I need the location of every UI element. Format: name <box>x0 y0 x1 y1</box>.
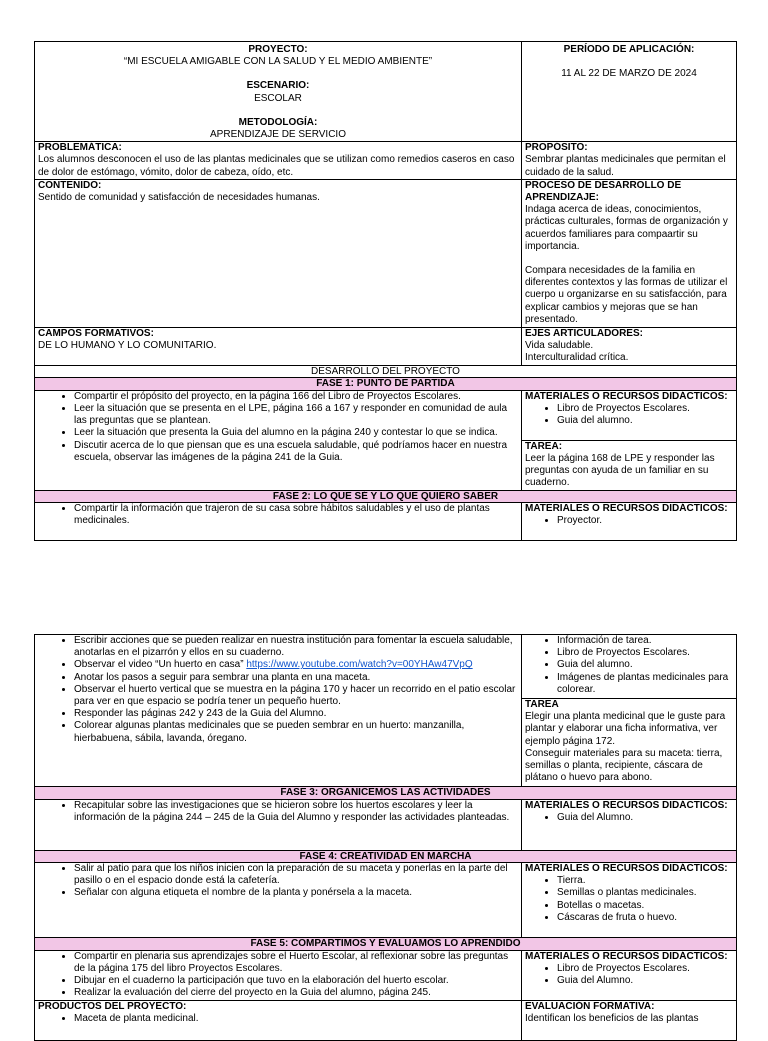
fase-5-activities-cell <box>35 950 522 1000</box>
fase-1-title: FASE 1: PUNTO DE PARTIDA <box>35 378 737 391</box>
fase-2-continued-list <box>38 635 518 745</box>
project-plan-table-page-2 <box>34 634 737 1041</box>
ejes-cell <box>522 327 737 365</box>
fase-4-title: FASE 4: CREATIVIDAD EN MARCHA <box>35 850 737 863</box>
productos-cell <box>35 1000 522 1040</box>
materiales-label: MATERIALES O RECURSOS DIDÁCTICOS: <box>525 799 728 811</box>
list-item: • Guia del Alumno. <box>557 812 733 824</box>
problematica-cell <box>35 142 522 180</box>
desarrollo-heading: DESARROLLO DEL PROYECTO <box>35 365 737 378</box>
tarea-text-2: Conseguir materiales para su maceta: tierra, semillas o planta, recipiente, cáscara de plátano o huevo para abono. <box>525 747 723 784</box>
proceso-text-2: Compara necesidades de la familia en diferentes contextos y las formas de utilizar el cuerpo u organizarse en su satisfacción, para explicar cambios y mejoras que se han presentado. <box>525 265 728 325</box>
periodo-label: PERÍODO DE APLICACIÓN: <box>563 44 695 55</box>
list-item: • Compartir la información que trajeron de su casa sobre hábitos saludables y el uso de plantas medicinales. <box>74 503 518 527</box>
escenario-label: ESCENARIO: <box>246 80 310 92</box>
list-item: • Señalar con alguna etiqueta el nombre de la planta y ponérsela a la maceta. <box>74 887 518 899</box>
fase-2-tarea-cell <box>522 699 737 787</box>
productos-list <box>38 1013 518 1025</box>
fase-3-title: FASE 3: ORGANICEMOS LAS ACTIVIDADES <box>35 787 737 800</box>
list-item: • Información de tarea. <box>557 635 733 647</box>
list-item: • Tierra. <box>557 875 733 887</box>
list-item: • Botellas o macetas. <box>557 900 733 912</box>
list-item: • Maceta de planta medicinal. <box>74 1013 518 1025</box>
fase-1-activities-cell <box>35 390 522 490</box>
list-item: • Compartir el própósito del proyecto, en la página 166 del Libro de Proyectos Escolares. <box>74 391 518 403</box>
fase-4-materiales-cell <box>522 863 737 938</box>
contenido-cell <box>35 179 522 327</box>
list-item: • Guia del Alumno. <box>557 975 733 987</box>
fase-2-title: FASE 2: LO QUE SÉ Y LO QUE QUIERO SABER <box>35 490 737 503</box>
tarea-label: TAREA: <box>525 440 563 452</box>
fase-3-materiales-cell <box>522 799 737 850</box>
fase-2-activities-cell <box>35 503 522 541</box>
fase-1-activity-list <box>38 391 518 464</box>
fase-5-materiales-cell <box>522 950 737 1000</box>
problematica-label: PROBLEMÁTICA: <box>38 142 122 154</box>
campos-cell <box>35 327 522 365</box>
fase-2-continued-cell <box>35 635 522 787</box>
ejes-text-2: Interculturalidad crítica. <box>525 352 629 364</box>
video-link[interactable]: https://www.youtube.com/watch?v=00YHAw47VpQ <box>246 659 473 671</box>
list-item: • Recapitular sobre las investigaciones que se hicieron sobre los huertos escolares y leer la información de la página 244 – 245 de la Guia del Alumno y responder las actividades planteadas. <box>74 800 518 824</box>
evaluacion-text: Identifican los beneficios de las plantas <box>525 1012 699 1024</box>
campos-label: CAMPOS FORMATIVOS: <box>38 327 154 339</box>
fase-5-materiales-list <box>525 963 733 987</box>
list-item: • Imágenes de plantas medicinales para colorear. <box>557 672 733 696</box>
list-item: • Libro de Proyectos Escolares. <box>557 403 733 415</box>
fase-2-continued-materiales-list <box>525 635 733 696</box>
evaluacion-label: EVALUACIÓN FORMATIVA: <box>525 1000 655 1012</box>
fase-4-activities-cell <box>35 863 522 938</box>
list-item: • Observar el huerto vertical que se muestra en la página 170 y hacer un recorrido en el patio escolar para ver en que espacio se podría tener un pequeño huerto. <box>74 684 518 708</box>
fase-2-continued-materiales-cell <box>522 635 737 699</box>
list-item: • Libro de Proyectos Escolares. <box>557 963 733 975</box>
proposito-cell <box>522 142 737 180</box>
fase-4-materiales-list <box>525 875 733 924</box>
proceso-text-1: Indaga acerca de ideas, conocimientos, prácticas culturales, formas de organización y acuerdos familiares para compaartir su importancia. <box>525 204 728 252</box>
fase-2-materiales-list <box>525 515 733 527</box>
campos-text: DE LO HUMANO Y LO COMUNITARIO. <box>38 340 217 352</box>
fase-2-activity-list <box>38 503 518 527</box>
fase-3-activities-cell <box>35 799 522 850</box>
list-item <box>74 659 518 671</box>
proceso-cell <box>522 179 737 327</box>
fase-5-activity-list <box>38 951 518 1000</box>
fase-5-title: FASE 5: COMPARTIMOS Y EVALUAMOS LO APRENDIDO <box>35 938 737 951</box>
tarea-text-1: Elegir una planta medicinal que le guste para plantar y elaborar una ficha informativa, ver ejemplo página 172. <box>525 711 726 747</box>
periodo-value: 11 AL 22 DE MARZO DE 2024 <box>561 68 697 80</box>
list-item: • Compartir en plenaria sus aprendizajes sobre el Huerto Escolar, al reflexionar sobre las preguntas de la página 175 del libro Proyectos Escolares. <box>74 951 518 975</box>
proceso-label: PROCESO DE DESARROLLO DE APRENDIZAJE: <box>525 179 682 204</box>
proyecto-name: “MI ESCUELA AMIGABLE CON LA SALUD Y EL MEDIO AMBIENTE” <box>123 56 433 68</box>
escenario-value: ESCOLAR <box>254 92 302 104</box>
ejes-text-1: Vida saludable. <box>525 340 594 352</box>
tarea-label: TAREA <box>525 699 559 710</box>
materiales-label: MATERIALES O RECURSOS DIDÁCTICOS: <box>525 863 728 874</box>
proyecto-label: PROYECTO: <box>248 44 308 55</box>
list-item: • Discutir acerca de lo que piensan que es una escuela saludable, qué podríamos hacer en nuestra escuela, observar las imágenes de la página 241 de la Guia. <box>74 440 518 464</box>
list-item: • Semillas o plantas medicinales. <box>557 887 733 899</box>
list-item: • Cáscaras de fruta o huevo. <box>557 912 733 924</box>
list-item: • Realizar la evaluación del cierre del proyecto en la Guia del alumno, página 245. <box>74 987 518 999</box>
fase-1-materiales-cell <box>522 390 737 440</box>
fase-3-materiales-list <box>525 812 733 824</box>
productos-label: PRODUCTOS DEL PROYECTO: <box>38 1000 187 1012</box>
materiales-label: MATERIALES O RECURSOS DIDÁCTICOS: <box>525 390 728 402</box>
list-item: • Escribir acciones que se pueden realizar en nuestra institución para fomentar la escuela saludable, anotarlas en el pizarrón y ellos en su cuaderno. <box>74 635 518 659</box>
list-item: • Salir al patio para que los niños inicien con la preparación de su maceta y ponerlas en la parte del pasillo o en el espacio donde está la cafetería. <box>74 863 518 887</box>
materiales-label: MATERIALES O RECURSOS DIDÁCTICOS: <box>525 503 728 515</box>
list-item: • Dibujar en el cuaderno la participación que tuvo en la elaboración del huerto escolar. <box>74 975 518 987</box>
contenido-label: CONTENIDO: <box>38 179 102 191</box>
list-item: • Guia del alumno. <box>557 415 733 427</box>
list-item: • Anotar los pasos a seguir para sembrar una planta en una maceta. <box>74 672 518 684</box>
project-header-cell <box>35 42 522 142</box>
periodo-cell <box>522 42 737 142</box>
fase-3-activity-list <box>38 800 518 824</box>
ejes-label: EJES ARTICULADORES: <box>525 327 643 339</box>
fase-2-materiales-cell <box>522 503 737 541</box>
metodologia-label: METODOLOGÍA: <box>238 116 318 128</box>
proposito-label: PROPÓSITO: <box>525 142 588 154</box>
fase-1-materiales-list <box>525 403 733 427</box>
list-item: • Leer la situación que se presenta en el LPE, página 166 a 167 y responder en comunidad de aula las preguntas que se plantean. <box>74 403 518 427</box>
list-item: • Colorear algunas plantas medicinales que se pueden sembrar en un huerto: manzanilla, hierbabuena, sábila, lavanda, óregano. <box>74 720 518 744</box>
list-item: • Libro de Proyectos Escolares. <box>557 647 733 659</box>
evaluacion-cell <box>522 1000 737 1040</box>
problematica-text: Los alumnos desconocen el uso de las plantas medicinales que se utilizan como remedios caseros en caso de dolor de estómago, vómito, dolor de cabeza, oído, etc. <box>38 154 515 178</box>
fase-1-tarea-cell <box>522 440 737 490</box>
tarea-text: Leer la página 168 de LPE y responder las preguntas con ayuda de un familiar en su cuaderno. <box>525 453 715 489</box>
list-item: • Guia del alumno. <box>557 659 733 671</box>
list-item: • Proyector. <box>557 515 733 527</box>
fase-4-activity-list <box>38 863 518 900</box>
list-item: • Leer la situación que presenta la Guia del alumno en la página 240 y contestar lo que se indica. <box>74 427 518 439</box>
contenido-text: Sentido de comunidad y satisfacción de necesidades humanas. <box>38 192 320 204</box>
metodologia-value: APRENDIZAJE DE SERVICIO <box>210 129 346 141</box>
proposito-text: Sembrar plantas medicinales que permitan el cuidado de la salud. <box>525 154 726 178</box>
list-item: • Responder las páginas 242 y 243 de la Guia del Alumno. <box>74 708 518 720</box>
video-text: Observar el video “Un huerto en casa” <box>74 659 247 671</box>
materiales-label: MATERIALES O RECURSOS DIDÁCTICOS: <box>525 950 728 962</box>
project-plan-table-page-1 <box>34 41 737 541</box>
